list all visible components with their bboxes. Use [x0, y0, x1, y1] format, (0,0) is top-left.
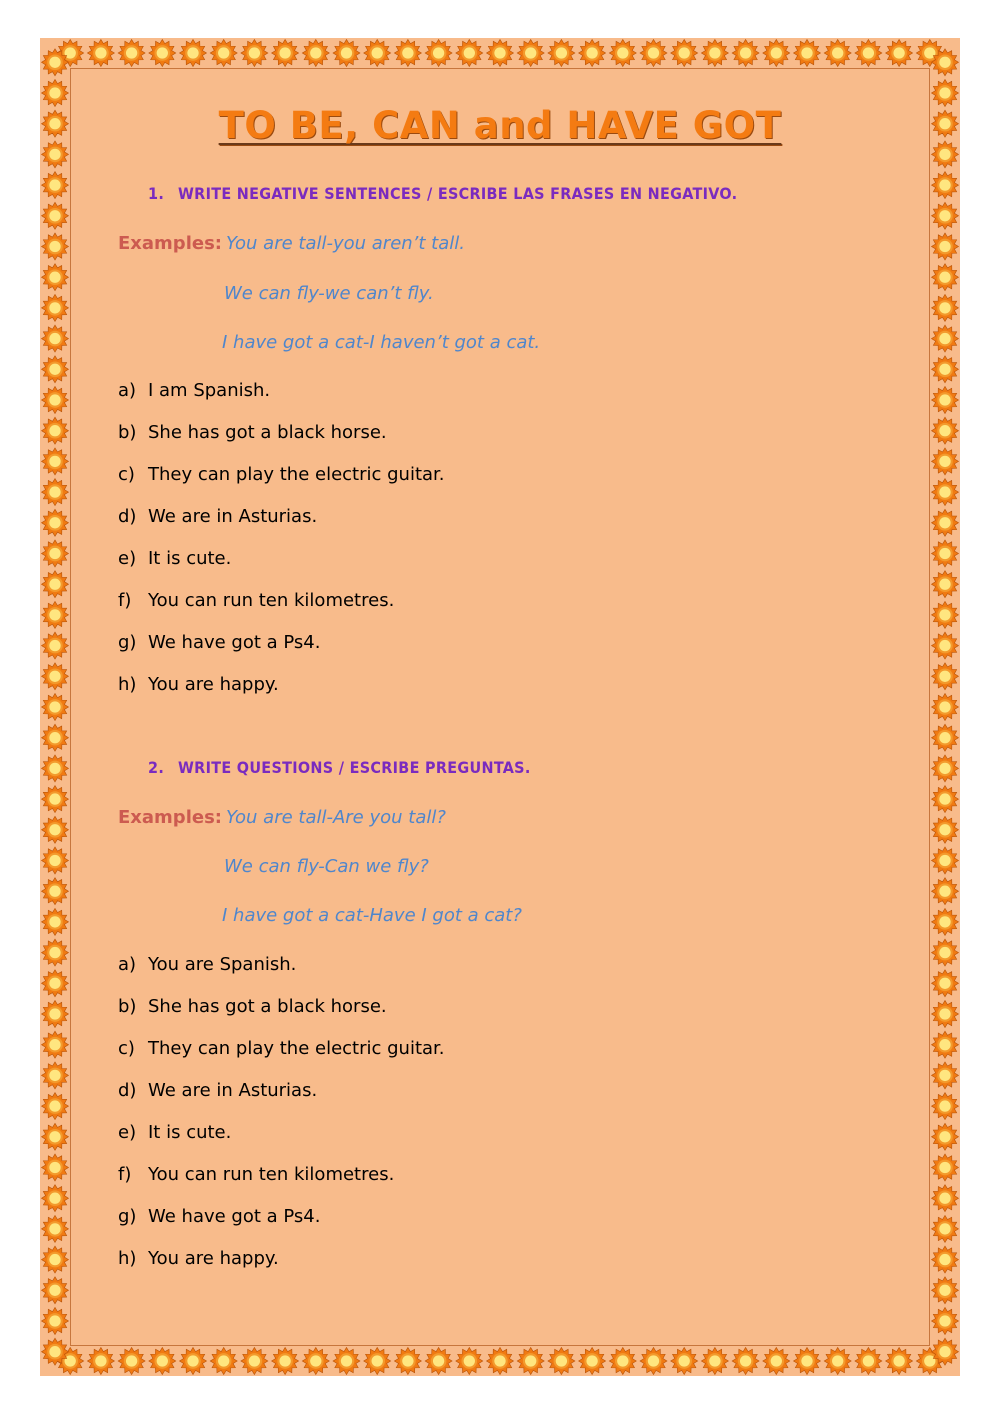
sun-icon	[42, 387, 69, 414]
section-2-item	[118, 1080, 317, 1101]
sun-icon	[42, 1215, 69, 1242]
sun-icon	[932, 325, 959, 352]
sun-icon	[394, 1348, 421, 1375]
sun-icon	[932, 448, 959, 475]
sun-icon	[932, 1338, 959, 1365]
item-text: You can run ten kilometres.	[148, 590, 395, 611]
item-letter: d)	[118, 506, 137, 527]
sun-icon	[763, 40, 790, 67]
sun-icon	[87, 40, 114, 67]
sun-icon	[42, 233, 69, 260]
sun-border-left	[40, 38, 70, 1376]
section-2-item	[118, 1038, 445, 1059]
sun-icon	[42, 663, 69, 690]
item-letter: h)	[118, 1248, 137, 1269]
item-letter: g)	[118, 1206, 137, 1227]
sun-icon	[42, 816, 69, 843]
item-text: She has got a black horse.	[148, 996, 387, 1017]
item-text: She has got a black horse.	[148, 422, 387, 443]
section-1-item	[118, 548, 231, 569]
item-text: I am Spanish.	[148, 380, 271, 401]
item-letter: c)	[118, 1038, 135, 1059]
sun-icon	[42, 755, 69, 782]
sun-icon	[42, 1093, 69, 1120]
sun-icon	[932, 847, 959, 874]
page-title: TO BE, CAN and HAVE GOT	[218, 104, 782, 147]
sun-icon	[517, 1348, 544, 1375]
sun-icon	[42, 939, 69, 966]
sun-icon	[701, 40, 728, 67]
sun-icon	[932, 479, 959, 506]
sun-icon	[241, 40, 268, 67]
item-text: It is cute.	[148, 548, 232, 569]
section-2-item	[118, 1122, 231, 1143]
sun-icon	[517, 40, 544, 67]
sun-icon	[932, 632, 959, 659]
sun-icon	[932, 80, 959, 107]
sun-icon	[42, 49, 69, 76]
sun-border-top	[40, 38, 960, 68]
sun-icon	[932, 1093, 959, 1120]
sun-icon	[855, 40, 882, 67]
sun-icon	[42, 294, 69, 321]
sun-icon	[42, 1338, 69, 1365]
sun-icon	[548, 40, 575, 67]
sun-icon	[333, 40, 360, 67]
section-1-example-2: We can fly-we can’t fly.	[224, 283, 434, 304]
sun-icon	[394, 40, 421, 67]
item-letter: f)	[118, 1164, 132, 1185]
item-letter: c)	[118, 464, 135, 485]
sun-icon	[579, 1348, 606, 1375]
section-2-heading	[148, 758, 531, 777]
sun-icon	[42, 1185, 69, 1212]
sun-icon	[932, 755, 959, 782]
sun-icon	[149, 1348, 176, 1375]
sun-icon	[932, 694, 959, 721]
sun-icon	[42, 80, 69, 107]
sun-border-svg	[930, 38, 960, 1376]
sun-icon	[701, 1348, 728, 1375]
sun-icon	[118, 40, 145, 67]
sun-icon	[932, 786, 959, 813]
sun-icon	[210, 40, 237, 67]
sun-icon	[932, 1246, 959, 1273]
sun-icon	[42, 509, 69, 536]
sun-icon	[932, 294, 959, 321]
item-letter: b)	[118, 422, 137, 443]
sun-icon	[886, 40, 913, 67]
section-1-heading-text: WRITE NEGATIVE SENTENCES / ESCRIBE LAS FRASES EN NEGATIVO.	[178, 184, 738, 203]
item-letter: d)	[118, 1080, 137, 1101]
sun-icon	[824, 40, 851, 67]
section-1-item	[118, 674, 279, 695]
sun-icon	[932, 1062, 959, 1089]
section-2-example-1: You are tall-Are you tall?	[226, 807, 446, 828]
sun-icon	[794, 40, 821, 67]
sun-icon	[932, 356, 959, 383]
sun-icon	[932, 509, 959, 536]
sun-icon	[932, 601, 959, 628]
item-text: We are in Asturias.	[148, 506, 318, 527]
sun-icon	[671, 40, 698, 67]
section-1-item	[118, 632, 321, 653]
sun-icon	[932, 878, 959, 905]
sun-icon	[42, 970, 69, 997]
item-letter: h)	[118, 674, 137, 695]
sun-icon	[487, 1348, 514, 1375]
sun-icon	[640, 1348, 667, 1375]
sun-icon	[42, 448, 69, 475]
sun-icon	[333, 1348, 360, 1375]
section-1-example-1: You are tall-you aren’t tall.	[226, 233, 465, 254]
item-text: It is cute.	[148, 1122, 232, 1143]
sun-icon	[609, 40, 636, 67]
section-2-heading-text: WRITE QUESTIONS / ESCRIBE PREGUNTAS.	[178, 758, 531, 777]
sun-icon	[42, 264, 69, 291]
item-letter: b)	[118, 996, 137, 1017]
sun-icon	[932, 264, 959, 291]
sun-icon	[932, 172, 959, 199]
sun-icon	[210, 1348, 237, 1375]
sun-icon	[42, 1246, 69, 1273]
item-text: They can play the electric guitar.	[148, 1038, 445, 1059]
sun-icon	[824, 1348, 851, 1375]
sun-icon	[732, 1348, 759, 1375]
sun-icon	[932, 816, 959, 843]
section-1-example-3: I have got a cat-I haven’t got a cat.	[222, 332, 541, 353]
sun-icon	[932, 1154, 959, 1181]
sun-icon	[932, 571, 959, 598]
sun-icon	[180, 40, 207, 67]
item-text: We have got a Ps4.	[148, 632, 321, 653]
section-1-item	[118, 590, 394, 611]
section-1-number: 1.	[148, 184, 165, 203]
item-text: You are Spanish.	[148, 954, 297, 975]
sun-icon	[364, 40, 391, 67]
sun-icon	[640, 40, 667, 67]
item-text: You are happy.	[148, 1248, 279, 1269]
sun-icon	[42, 786, 69, 813]
sun-icon	[42, 540, 69, 567]
sun-icon	[855, 1348, 882, 1375]
section-2-examples-label: Examples:	[118, 807, 222, 828]
item-letter: e)	[118, 1122, 137, 1143]
sun-icon	[272, 1348, 299, 1375]
sun-icon	[42, 479, 69, 506]
sun-icon	[932, 1215, 959, 1242]
sun-icon	[932, 202, 959, 229]
sun-icon	[932, 1308, 959, 1335]
section-2-item	[118, 1206, 321, 1227]
section-2-example-3: I have got a cat-Have I got a cat?	[222, 905, 522, 926]
sun-icon	[42, 356, 69, 383]
sun-icon	[272, 40, 299, 67]
item-letter: f)	[118, 590, 132, 611]
item-letter: a)	[118, 380, 137, 401]
sun-icon	[42, 1123, 69, 1150]
sun-icon	[932, 724, 959, 751]
item-letter: g)	[118, 632, 137, 653]
section-2-example-2: We can fly-Can we fly?	[224, 856, 429, 877]
item-text: We are in Asturias.	[148, 1080, 318, 1101]
sun-icon	[732, 40, 759, 67]
sun-icon	[932, 1031, 959, 1058]
sun-border-svg	[40, 38, 70, 1376]
sun-icon	[932, 540, 959, 567]
sun-icon	[42, 1154, 69, 1181]
section-2-item	[118, 1164, 394, 1185]
sun-icon	[932, 417, 959, 444]
section-1-examples-label: Examples:	[118, 233, 222, 254]
sun-icon	[180, 1348, 207, 1375]
sun-icon	[932, 663, 959, 690]
sun-icon	[932, 1277, 959, 1304]
item-letter: e)	[118, 548, 137, 569]
sun-icon	[932, 970, 959, 997]
sun-icon	[42, 1277, 69, 1304]
sun-border-svg	[40, 38, 960, 68]
section-1-item	[118, 380, 270, 401]
sun-icon	[42, 694, 69, 721]
sun-icon	[42, 632, 69, 659]
section-2-item	[118, 954, 296, 975]
sun-icon	[671, 1348, 698, 1375]
section-1-heading	[148, 184, 737, 203]
sun-border-svg	[40, 1346, 960, 1376]
sun-icon	[932, 387, 959, 414]
sun-icon	[118, 1348, 145, 1375]
sun-icon	[763, 1348, 790, 1375]
sun-icon	[87, 1348, 114, 1375]
sun-icon	[42, 1001, 69, 1028]
sun-border-bottom	[40, 1346, 960, 1376]
item-text: You are happy.	[148, 674, 279, 695]
sun-icon	[456, 1348, 483, 1375]
item-text: They can play the electric guitar.	[148, 464, 445, 485]
sun-icon	[932, 1001, 959, 1028]
sun-icon	[932, 908, 959, 935]
sun-icon	[579, 40, 606, 67]
sun-icon	[241, 1348, 268, 1375]
sun-icon	[42, 172, 69, 199]
sun-icon	[932, 1123, 959, 1150]
item-text: You can run ten kilometres.	[148, 1164, 395, 1185]
sun-icon	[42, 202, 69, 229]
sun-icon	[932, 49, 959, 76]
sun-icon	[886, 1348, 913, 1375]
sun-icon	[149, 40, 176, 67]
sun-icon	[425, 40, 452, 67]
sun-icon	[42, 417, 69, 444]
sun-icon	[42, 1062, 69, 1089]
sun-icon	[609, 1348, 636, 1375]
sun-icon	[42, 878, 69, 905]
section-2-item	[118, 996, 387, 1017]
sun-icon	[302, 40, 329, 67]
sun-icon	[487, 40, 514, 67]
sun-icon	[42, 571, 69, 598]
section-1-item	[118, 464, 445, 485]
sun-icon	[932, 1185, 959, 1212]
sun-icon	[42, 1308, 69, 1335]
section-1-item	[118, 422, 387, 443]
sun-icon	[364, 1348, 391, 1375]
sun-icon	[42, 1031, 69, 1058]
sun-icon	[42, 847, 69, 874]
sun-icon	[425, 1348, 452, 1375]
section-2-item	[118, 1248, 279, 1269]
sun-icon	[456, 40, 483, 67]
item-text: We have got a Ps4.	[148, 1206, 321, 1227]
section-2-number: 2.	[148, 758, 165, 777]
sun-icon	[548, 1348, 575, 1375]
inner-frame-line	[70, 68, 930, 1346]
item-letter: a)	[118, 954, 137, 975]
sun-icon	[302, 1348, 329, 1375]
section-1-item	[118, 506, 317, 527]
sun-icon	[932, 233, 959, 260]
sun-icon	[794, 1348, 821, 1375]
sun-icon	[932, 939, 959, 966]
sun-icon	[42, 601, 69, 628]
sun-border-right	[930, 38, 960, 1376]
sun-icon	[42, 724, 69, 751]
sun-icon	[42, 908, 69, 935]
sun-icon	[42, 325, 69, 352]
